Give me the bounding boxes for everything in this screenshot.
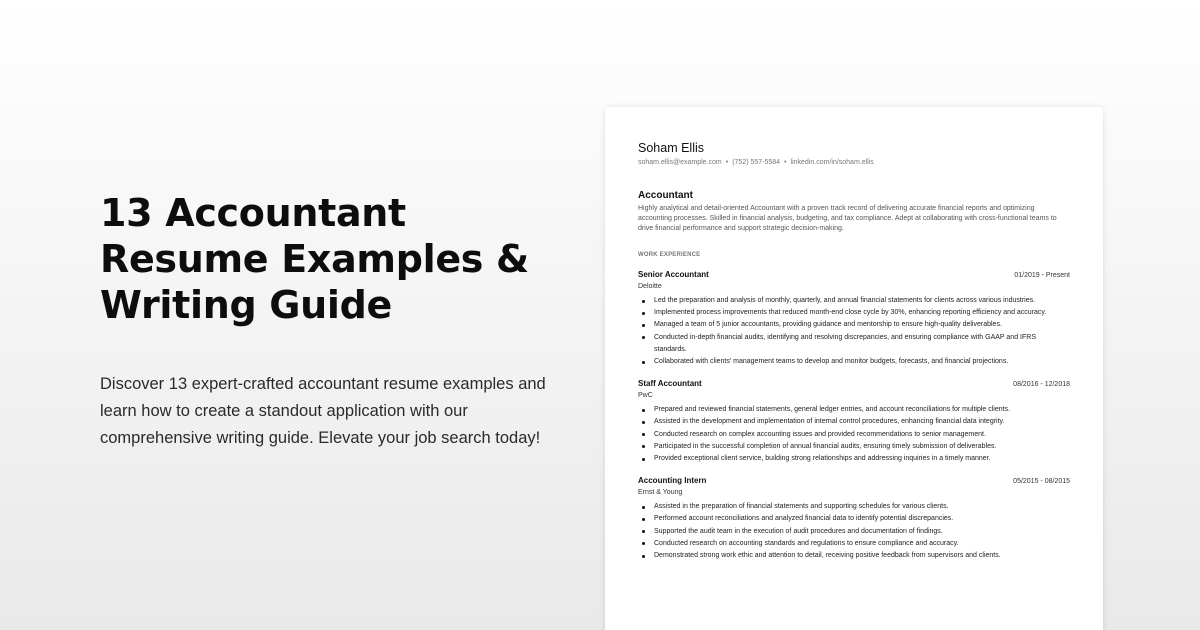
hero-section [100,190,570,452]
job-bullet: Assisted in the preparation of financial statements and supporting schedules for various clients. [638,501,1048,513]
resume-email: soham.ellis@example.com [638,159,722,166]
job-bullets [638,295,1070,368]
job-bullet: Conducted research on complex accounting issues and provided recommendations to senior management. [638,429,1048,441]
job-bullets [638,404,1070,465]
job-bullet: Prepared and reviewed financial statements, general ledger entries, and account reconciliations for multiple clients. [638,404,1048,416]
contact-separator: • [725,159,729,166]
work-experience-list [638,270,1070,562]
job-bullet: Conducted research on accounting standards and regulations to ensure compliance and accuracy. [638,538,1048,550]
resume-contact [638,158,1070,168]
job-role: Senior Accountant [638,270,709,279]
job-company: Deloitte [638,283,662,290]
title-line-2: Resume Examples & [100,237,529,281]
resume-linkedin: linkedin.com/in/soham.ellis [790,159,874,166]
resume-name: Soham Ellis [638,141,704,155]
job-dates: 01/2019 - Present [1014,272,1070,279]
job-dates: 05/2015 - 08/2015 [1013,478,1070,486]
job-bullet: Participated in the successful completion of annual financial audits, ensuring timely submission of deliverables. [638,441,1048,453]
job-bullet: Collaborated with clients' management teams to develop and monitor budgets, forecasts, and financial projections. [638,356,1048,368]
job-bullet: Managed a team of 5 junior accountants, providing guidance and mentorship to ensure high-quality deliverables. [638,319,1048,331]
contact-separator: • [784,159,787,166]
job-bullet: Supported the audit team in the execution of audit procedures and documentation of findings. [638,526,1048,538]
job-entry [638,270,1070,368]
job-company: Ernst & Young [638,489,683,497]
resume-summary: Highly analytical and detail-oriented Accountant with a proven track record of delivering accurate financial reports and optimizing accounting processes. Skilled in financial analysis, budgeting, and tax compliance. Adept at collaborating with cross-functional teams to drive financial performance and support strategic decision-making. [638,205,1057,232]
job-bullet: Conducted in-depth financial audits, identifying and resolving discrepancies, and ensuring compliance with GAAP and IFRS standards. [638,332,1048,356]
title-line-3: Writing Guide [100,283,393,327]
resume-title: Accountant [638,190,693,201]
job-bullet: Led the preparation and analysis of monthly, quarterly, and annual financial statements for clients across various industries. [638,295,1048,307]
job-role: Staff Accountant [638,379,702,389]
resume-preview [605,107,1103,630]
job-bullet: Provided exceptional client service, building strong relationships and addressing inquiries in a timely manner. [638,453,1048,465]
title-line-1: 13 Accountant [100,191,406,235]
job-entry [638,379,1070,465]
job-company: PwC [638,392,653,400]
job-bullet: Assisted in the development and implementation of internal control procedures, enhancing financial data integrity. [638,416,1048,428]
page-description: Discover 13 expert-crafted accountant resume examples and learn how to create a standout application with our comprehensive writing guide. Elevate your job search today! [100,375,546,447]
page-title [100,190,570,328]
job-entry [638,476,1070,562]
job-dates: 08/2016 - 12/2018 [1013,381,1070,389]
section-heading-work-experience: WORK EXPERIENCE [638,252,701,258]
job-bullet: Performed account reconciliations and analyzed financial data to identify potential discrepancies. [638,513,1048,525]
job-role: Accounting Intern [638,476,707,486]
job-bullets [638,501,1070,562]
job-bullet: Demonstrated strong work ethic and attention to detail, receiving positive feedback from supervisors and clients. [638,550,1048,562]
job-bullet: Implemented process improvements that reduced month-end close cycle by 30%, enhancing reporting efficiency and accuracy. [638,307,1048,319]
resume-phone: (752) 557-5584 [732,159,781,166]
